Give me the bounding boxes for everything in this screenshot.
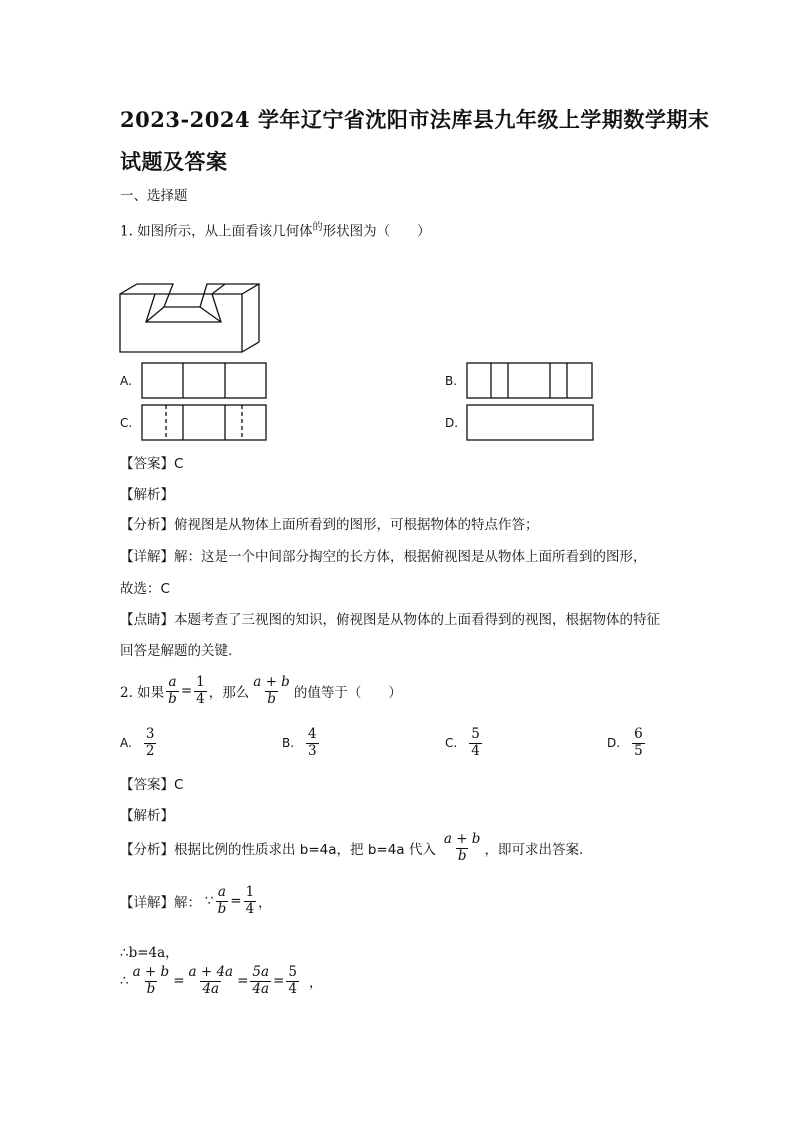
frac-den: b xyxy=(267,690,276,707)
q1-option-b-label: B. xyxy=(445,374,458,388)
q1-option-b-figure xyxy=(466,362,594,400)
q2-option-frac xyxy=(632,727,645,759)
q2-fenxi-b: ，即可求出答案. xyxy=(484,842,584,859)
q2-detail-frac-a-over-b xyxy=(216,885,229,917)
q1-guxuan: 故选：C xyxy=(120,581,170,597)
frac-num: a xyxy=(217,884,226,900)
q2-option-label: A. xyxy=(120,736,132,751)
frac-den: 5 xyxy=(634,742,643,759)
q2-fenxi xyxy=(120,832,583,864)
q2-option-c xyxy=(445,727,484,759)
frac-den: b xyxy=(168,690,177,707)
q1-analysis-heading: 【解析】 xyxy=(120,487,174,503)
q1-stem-sup: 的 xyxy=(312,222,323,233)
frac-den: b xyxy=(217,900,227,917)
q2-stem-prefix: 2. 如果 xyxy=(120,685,165,702)
q1-stem-b: 形状图为（ ） xyxy=(322,223,431,240)
q2-answer: 【答案】C xyxy=(120,777,184,793)
frac-num: 4 xyxy=(308,726,317,742)
q1-stem xyxy=(120,218,431,240)
step3-frac-1 xyxy=(131,965,172,997)
frac-den: 4 xyxy=(288,980,297,997)
q2-option-frac xyxy=(469,727,482,759)
q2-option-b xyxy=(282,727,321,759)
step3-eq-1: = xyxy=(173,973,185,990)
frac-num: a + b xyxy=(253,674,290,690)
q1-fenxi: 【分析】俯视图是从物体上面所看到的图形，可根据物体的特点作答； xyxy=(120,517,539,533)
q2-step3 xyxy=(120,965,322,997)
step3-frac-4 xyxy=(286,965,299,997)
q2-detail-frac-1-over-4 xyxy=(244,885,257,917)
frac-den: 4 xyxy=(471,742,480,759)
frac-num: 1 xyxy=(245,884,255,900)
q2-stem-suffix: 的值等于（ ） xyxy=(293,685,402,702)
q1-option-a-figure xyxy=(141,362,267,400)
q2-step2: ∴b=4a， xyxy=(120,945,179,961)
because-symbol: ∵ xyxy=(205,893,214,910)
q2-option-frac xyxy=(144,727,157,759)
solid-notch-right xyxy=(200,307,221,322)
frac-num: 5a xyxy=(252,964,270,980)
frac-num: 1 xyxy=(196,674,205,690)
solid-top-outline xyxy=(120,284,259,307)
frac-den: 4 xyxy=(245,900,255,917)
q2-stem xyxy=(120,675,402,707)
doc-title-line1: 2023-2024 学年辽宁省沈阳市法库县九年级上学期数学期末 xyxy=(120,107,710,132)
q2-detail-equals: = xyxy=(230,893,242,910)
q2-option-a xyxy=(120,727,158,759)
q2-detail-comma: ， xyxy=(258,895,272,912)
q1-stem-a: 1. 如图所示，从上面看该几何体 xyxy=(120,223,313,240)
q1-option-d-figure xyxy=(466,404,594,442)
doc-title-line2: 试题及答案 xyxy=(120,149,228,174)
q1-dianjing-2: 回答是解题的关键. xyxy=(120,643,233,659)
solid-right-face xyxy=(242,284,259,352)
frac-num: a xyxy=(168,674,177,690)
q2-frac-a-over-b xyxy=(166,675,179,707)
solid-notch-left xyxy=(146,294,221,322)
frac-den: 4a xyxy=(202,980,220,997)
solid-top-right-edge xyxy=(212,284,225,294)
q1-dianjing-1: 【点睛】本题考查了三视图的知识，俯视图是从物体的上面看得到的视图，根据物体的特征 xyxy=(120,612,660,628)
q2-option-d xyxy=(607,727,647,759)
q2-xiangjie-head: 【详解】解： xyxy=(120,895,201,912)
solid-front-face xyxy=(120,294,242,352)
q2-analysis-heading: 【解析】 xyxy=(120,808,174,824)
frac-den: 2 xyxy=(145,742,155,759)
therefore-symbol: ∴ xyxy=(120,973,129,990)
q2-equals: = xyxy=(180,683,193,700)
frac-den: 4a xyxy=(252,980,270,997)
step3-frac-2 xyxy=(187,965,236,997)
q2-fenxi-frac xyxy=(442,832,483,864)
q1-solid-figure xyxy=(118,282,263,354)
step3-eq-2: = xyxy=(237,973,249,990)
frac-num: a + b xyxy=(132,964,170,980)
q2-option-frac xyxy=(306,727,319,759)
frac-den: 4 xyxy=(196,690,205,707)
q1-xiangjie: 【详解】解：这是一个中间部分掏空的长方体，根据俯视图是从物体上面所看到的图形， xyxy=(120,549,647,565)
frac-num: a + b xyxy=(443,831,481,847)
q2-fenxi-a: 【分析】根据比例的性质求出 b=4a，把 b=4a 代入 xyxy=(120,842,436,859)
q2-option-label: C. xyxy=(445,736,458,751)
q2-option-label: D. xyxy=(607,736,621,751)
frac-den: 3 xyxy=(308,742,317,759)
q1-option-c-figure xyxy=(141,404,267,442)
frac-num: 6 xyxy=(634,726,643,742)
frac-num: a + 4a xyxy=(188,964,234,980)
q1-option-a-label: A. xyxy=(120,374,132,388)
frac-num: 3 xyxy=(145,726,155,742)
q1-option-c-label: C. xyxy=(120,416,133,430)
q1-answer: 【答案】C xyxy=(120,456,184,472)
q2-frac-1-over-4 xyxy=(194,675,207,707)
step3-frac-3 xyxy=(250,965,271,997)
section-heading: 一、选择题 xyxy=(120,188,188,204)
frac-den: b xyxy=(146,980,156,997)
q2-xiangjie xyxy=(120,885,272,917)
q1-option-d-label: D. xyxy=(445,416,459,430)
step3-end-comma: ， xyxy=(308,975,323,992)
frac-num: 5 xyxy=(471,726,480,742)
frac-den: b xyxy=(457,847,467,864)
step3-eq-3: = xyxy=(273,973,285,990)
frac-num: 5 xyxy=(288,964,297,980)
q2-frac-apb-over-b xyxy=(251,675,292,707)
q2-option-label: B. xyxy=(282,736,295,751)
q2-stem-mid: ，那么 xyxy=(208,685,250,702)
